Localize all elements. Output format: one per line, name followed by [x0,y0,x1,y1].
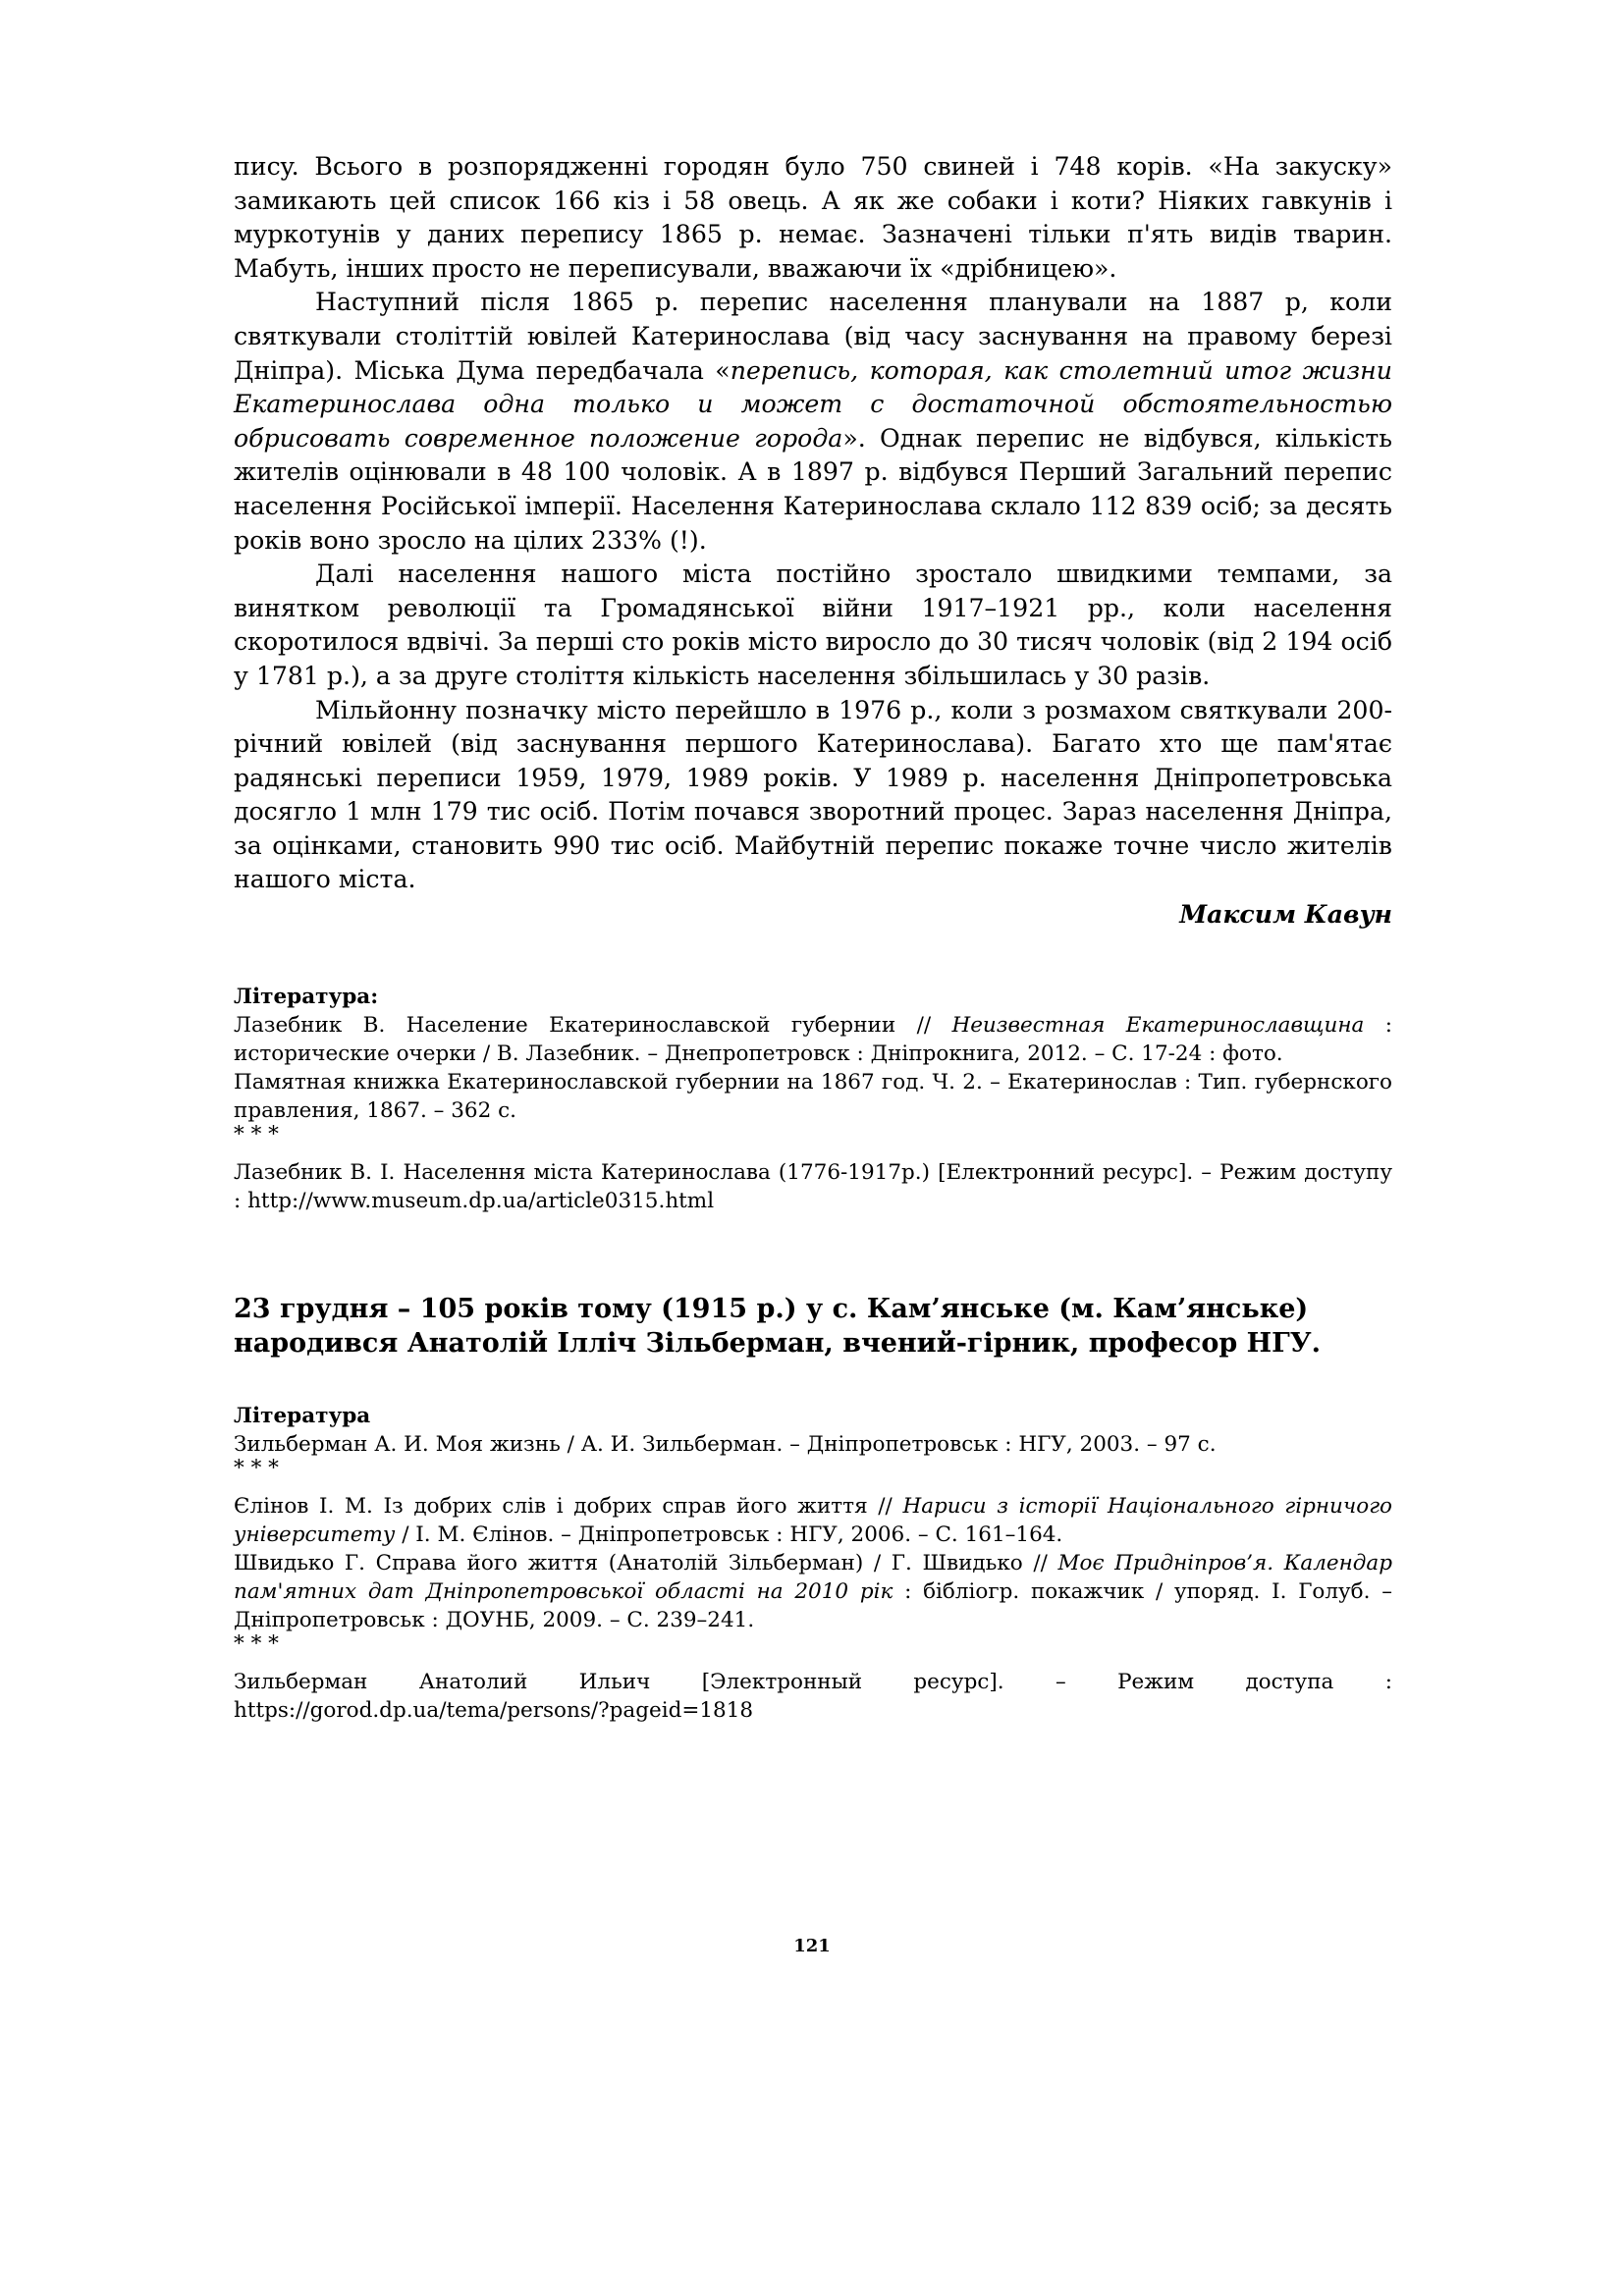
citation-word: – [1055,1669,1066,1694]
paragraph-2 [234,286,1392,558]
citation-word: [Электронный [701,1669,863,1694]
page-number: 121 [793,1936,831,1956]
literature-item: Зильберман А. И. Моя жизнь / А. И. Зильберман. – Дніпропетровськ : НГУ, 2003. – 97 с. [234,1431,1217,1457]
document-page [234,150,1392,1725]
separator-stars: * * * [234,1455,279,1480]
literature-item-1-end: : исторические очерки / В. Лазебник. – Днепропетровск : Дніпрокнига, 2012. – С. 17-24 : фото. [234,1012,1392,1066]
citation-word: Ильич [578,1669,651,1694]
literature-item [234,1011,1392,1068]
author-signature: Максим Кавун [1179,899,1392,930]
citation-word: Анатолий [418,1669,528,1694]
citation-word: доступа [1245,1669,1334,1694]
separator-stars: * * * [234,1121,279,1147]
literature-item-2-source: Нариси з історії Національного гірничого університету [234,1493,1393,1547]
literature-item-1-source: Неизвестная Екатеринославщина [951,1012,1365,1038]
citation-word: Режим [1117,1669,1195,1694]
section-heading: 23 грудня – 105 років тому (1915 р.) у с. Кам’янське (м. Кам’янське) народився Анатолій Ілліч Зільберман, вчений-гірник, професор НГУ. [234,1293,1322,1359]
literature-item-3-source: Моє Придніпров’я. Календар пам'ятних дат Дніпропетровської області на 2010 рік [234,1550,1392,1604]
literature-item: Памятная книжка Екатеринославской губернии на 1867 год. Ч. 2. – Екатеринослав : Тип. губернского правления, 1867. – 362 с. [234,1069,1392,1123]
paragraph-2-quote: перепись, которая, как столетний итог жизни Екатеринослава одна только и может с достаточной обстоятельностью обрисовать современное положение города [234,355,1392,453]
literature-title: Література [234,1403,371,1428]
citation-word: Зильберман [234,1669,368,1694]
literature-item-1-start: Лазебник В. Население Екатеринославской губернии // [234,1012,952,1038]
literature-item-3-end: : бібліогр. покажчик / упоряд. І. Голуб. – Дніпропетровськ : ДОУНБ, 2009. – С. 239–241. [234,1578,1392,1632]
literature-item-2-end: / І. М. Єлінов. – Дніпропетровськ : НГУ, 2006. – С. 161–164. [395,1522,1063,1547]
literature-item-words [234,1668,1392,1696]
citation-word: : [1384,1669,1392,1694]
paragraph-2-end: ». Однак перепис не відбувся, кількість жителів оцінювали в 48 100 чоловік. А в 1897 р. відбувся Перший Загальний перепис населення Російської імперії. Населення Катеринослава склало 112 839 осіб; за десять років воно зросло на цілих 233% (!). [234,423,1392,555]
literature-item [234,1549,1392,1634]
separator-stars: * * * [234,1630,279,1656]
literature-title: Література: [234,984,379,1009]
literature-item-3-start: Швидько Г. Справа його життя (Анатолій Зільберман) / Г. Швидько // [234,1550,1058,1575]
literature-item: Лазебник В. І. Населення міста Катеринослава (1776-1917р.) [Електронний ресурс]. – Режим доступу : http://www.museum.dp.ua/article0315.html [234,1159,1392,1213]
paragraph-1: писy. Всього в розпорядженні городян було 750 свиней і 748 корів. «На закуску» замикають цей список 166 кіз і 58 овець. А як же собаки і коти? Ніяких гавкунів і муркотунів у даних перепису 1865 р. немає. Зазначені тільки п'ять видів тварин. Мабуть, інших просто не переписували, вважаючи їх «дрібницею». [234,152,1392,283]
literature-item [234,1492,1392,1549]
paragraph-2-start: Наступний після 1865 р. перепис населення планували на 1887 р, коли святкували століттій ювілей Катеринослава (від часу заснування на правому березі Дніпра). Міська Дума передбачала « [234,288,1392,385]
citation-word: ресурс]. [913,1669,1004,1694]
literature-item-2-start: Єлінов І. М. Із добрих слів і добрих справ його життя // [234,1493,903,1519]
paragraph-4: Мільйонну позначку місто перейшло в 1976 р., коли з розмахом святкували 200-річний ювілей (від заснування першого Катеринослава). Багато хто ще пам'ятає радянські переписи 1959, 1979, 1989 років. У 1989 р. населення Дніпропетровська досягло 1 млн 179 тис осіб. Потім почався зворотний процес. Зараз населення Дніпра, за оцінками, становить 990 тис осіб. Майбутній перепис покаже точне число жителів нашого міста. [234,695,1392,894]
citation-url: https://gorod.dp.ua/tema/persons/?pageid=1818 [234,1697,754,1723]
paragraph-3: Далі населення нашого міста постійно зростало швидкими темпами, за винятком революції та Громадянської війни 1917–1921 рр., коли населення скоротилося вдвічі. За перші сто років місто виросло до 30 тисяч чоловік (від 2 194 осіб у 1781 р.), а за друге століття кількість населення збільшилась у 30 разів. [234,560,1392,690]
